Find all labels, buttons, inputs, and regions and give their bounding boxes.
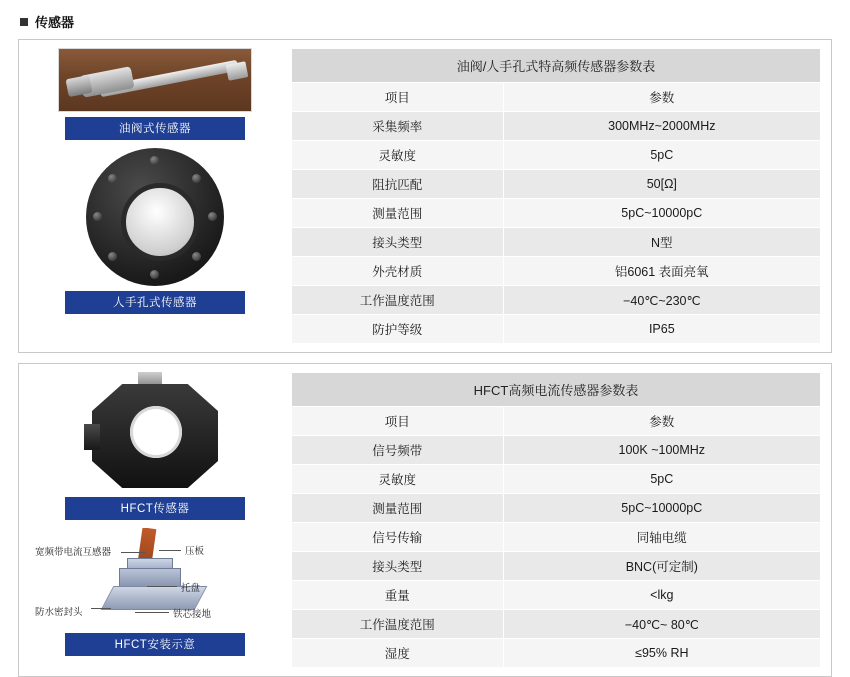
row-key: 阻抗匹配 — [292, 170, 504, 199]
oil-valve-sensor-photo — [58, 48, 252, 112]
table-header-item: 项目 — [292, 407, 504, 436]
table-row — [292, 170, 821, 199]
panel-oil-manhole-table-wrap — [291, 40, 831, 352]
hfct-installation-diagram — [35, 528, 275, 628]
panel-hfct-table-wrap — [291, 364, 831, 676]
row-value: <lkg — [503, 581, 820, 610]
row-key: 工作温度范围 — [292, 286, 504, 315]
table-title: 油阀/人手孔式特高频传感器参数表 — [292, 49, 821, 83]
table-header-param: 参数 — [503, 407, 820, 436]
section-heading — [20, 12, 832, 31]
table-row — [292, 465, 821, 494]
square-bullet-icon — [20, 18, 28, 26]
table-row — [292, 523, 821, 552]
label-press-plate: 压板 — [185, 546, 205, 557]
manhole-sensor-photo — [86, 148, 224, 286]
table-row — [292, 436, 821, 465]
row-key: 灵敏度 — [292, 141, 504, 170]
label-tray: 托盘 — [181, 583, 201, 594]
table-header-item: 项目 — [292, 83, 504, 112]
row-value: 5pC~10000pC — [503, 494, 820, 523]
hfct-sensor-photo — [80, 372, 230, 492]
manhole-sensor-caption: 人手孔式传感器 — [65, 291, 245, 314]
row-key: 接头类型 — [292, 552, 504, 581]
table-row — [292, 199, 821, 228]
row-key: 工作温度范围 — [292, 610, 504, 639]
hfct-installation-caption: HFCT安装示意 — [65, 633, 245, 656]
row-key: 灵敏度 — [292, 465, 504, 494]
row-value: 同轴电缆 — [503, 523, 820, 552]
panel-oil-manhole — [18, 39, 832, 353]
label-waterproof-seal: 防水密封头 — [35, 607, 83, 618]
table-row — [292, 286, 821, 315]
row-value: 铝6061 表面亮氧 — [503, 257, 820, 286]
table-row — [292, 112, 821, 141]
row-key: 重量 — [292, 581, 504, 610]
row-key: 采集频率 — [292, 112, 504, 141]
table-row — [292, 639, 821, 668]
row-value: BNC(可定制) — [503, 552, 820, 581]
label-core-ground: 铁芯接地 — [173, 609, 212, 620]
row-key: 测量范围 — [292, 199, 504, 228]
row-key: 信号频带 — [292, 436, 504, 465]
uhf-sensor-spec-table — [291, 48, 821, 344]
row-key: 测量范围 — [292, 494, 504, 523]
row-value: N型 — [503, 228, 820, 257]
row-value: −40℃~ 80℃ — [503, 610, 820, 639]
section-heading-label: 传感器 — [35, 15, 75, 30]
panel-hfct — [18, 363, 832, 677]
table-row — [292, 494, 821, 523]
row-value: −40℃~230℃ — [503, 286, 820, 315]
row-key: 防护等级 — [292, 315, 504, 344]
oil-valve-sensor-caption: 油阀式传感器 — [65, 117, 245, 140]
row-key: 外壳材质 — [292, 257, 504, 286]
table-row — [292, 228, 821, 257]
label-wideband-ct: 宽频带电流互感器 — [35, 547, 112, 558]
row-value: 5pC — [503, 465, 820, 494]
panel-oil-manhole-images — [19, 40, 291, 352]
row-value: 100K ~100MHz — [503, 436, 820, 465]
row-value: ≤95% RH — [503, 639, 820, 668]
row-value: 5pC — [503, 141, 820, 170]
row-value: IP65 — [503, 315, 820, 344]
row-key: 接头类型 — [292, 228, 504, 257]
hfct-sensor-caption: HFCT传感器 — [65, 497, 245, 520]
table-row — [292, 552, 821, 581]
table-row — [292, 257, 821, 286]
row-key: 信号传输 — [292, 523, 504, 552]
table-row — [292, 141, 821, 170]
table-header-param: 参数 — [503, 83, 820, 112]
panel-hfct-images — [19, 364, 291, 676]
hfct-spec-table — [291, 372, 821, 668]
row-value: 5pC~10000pC — [503, 199, 820, 228]
row-key: 湿度 — [292, 639, 504, 668]
table-title: HFCT高频电流传感器参数表 — [292, 373, 821, 407]
row-value: 50[Ω] — [503, 170, 820, 199]
table-row — [292, 315, 821, 344]
table-row — [292, 610, 821, 639]
table-row — [292, 581, 821, 610]
row-value: 300MHz~2000MHz — [503, 112, 820, 141]
